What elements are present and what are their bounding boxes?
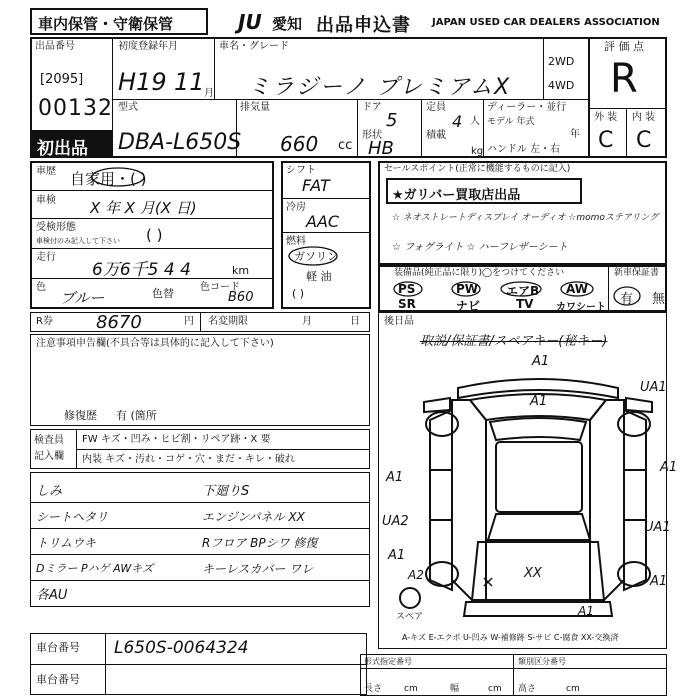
diagram-mark-right-front: UA1 [640, 380, 667, 395]
diagram-mark-roof: A1 [530, 394, 548, 409]
equip-navi: ナビ [456, 299, 481, 313]
damage-legend: A-キズ E-エクボ U-凹み W-補修跡 S-サビ C-腐食 XX-交換済 [402, 633, 619, 642]
exterior-label: 外 装 [594, 112, 618, 123]
equip-pw: PW [456, 282, 479, 296]
mileage-value: 6万6千5 4 4 [92, 260, 191, 280]
engine-number-label: 車台番号 [36, 673, 80, 686]
equip-airbag: エアB [506, 284, 540, 298]
inspection-value: X 年 X 月(X 日) [90, 199, 197, 217]
form-title: 出品申込書 [316, 15, 411, 36]
category-label: 類別区分番号 [518, 657, 566, 666]
model-label: 型式 [118, 102, 138, 113]
after-items-label: 後日品 [384, 316, 414, 327]
equipment-label: 装備品(純正品に限り)◯をつけてください [394, 268, 565, 278]
inspector-note-right-1: エンジンパネル XX [202, 510, 305, 524]
lot-number: 00132 [38, 96, 113, 121]
equip-aw: AW [566, 282, 588, 296]
capacity-value: 4 [452, 112, 463, 131]
drive-2wd: 2WD [548, 55, 575, 68]
mileage-label: 走行 [36, 252, 56, 263]
capacity-label: 定員 [426, 102, 446, 113]
after-items-value: 取説/保証書/スペアキー(秘キー) [420, 334, 608, 349]
load-unit: kg [471, 146, 484, 157]
diagram-mark-right-rear: A1 [650, 574, 668, 589]
notes-label: 注意事項申告欄(不具合等は具体的に記入して下さい) [36, 338, 274, 349]
diagram-mark-right-mid: A1 [660, 460, 678, 475]
brand-logo: JU [238, 10, 262, 34]
car-name-label: 車名・グレード [219, 41, 289, 52]
load-label: 積載 [426, 130, 446, 141]
inspector-note-right-0: 下廻りS [202, 484, 250, 499]
warranty-no: 無 [652, 292, 666, 307]
length-unit: cm [404, 684, 418, 694]
name-change-label: 名変期限 [208, 316, 248, 327]
fuel-label: 燃料 [286, 236, 306, 247]
inspector-label: 検査員 [34, 435, 64, 446]
brand-area: 愛知 [272, 15, 303, 33]
gulliver-banner: ★ガリバー買取店出品 [386, 178, 582, 204]
inspector-note-right-3: キーレスカバー ワレ [202, 562, 314, 576]
shape-label: 形状 [362, 130, 382, 141]
warranty-yes: 有 [620, 292, 634, 307]
equip-ps: PS [398, 282, 416, 296]
chassis-label: 車台番号 [36, 641, 80, 654]
recycle-unit: 円 [184, 316, 194, 327]
acceptance-note: 車検付のみ記入して下さい [36, 237, 120, 245]
height-unit: cm [566, 684, 580, 694]
diagram-mark-bottom: A1 [578, 604, 594, 618]
diagram-mark-right-lower: UA1 [644, 520, 671, 535]
diagram-mark-left-lower: A1 [388, 548, 406, 563]
registration-label: 初度登録年月 [118, 41, 178, 52]
fuel-gasoline: ガソリン [294, 250, 338, 263]
usage-value: 自家用・( ) [70, 170, 147, 188]
registration-year: H19 [118, 68, 167, 96]
shift-value: FAT [302, 176, 330, 195]
displacement-label: 排気量 [240, 102, 270, 113]
first-listing-badge: 初出品 [30, 130, 112, 158]
model-year-label: モデル 年式 [487, 117, 535, 127]
model-value: DBA-L650S [118, 130, 242, 155]
diagram-mark-left-mid: UA2 [382, 514, 409, 529]
color-label: 色 [36, 282, 46, 293]
repair-history-value: 有 (箇所 [116, 409, 157, 422]
model-year-unit: 年 [570, 129, 580, 140]
lot-label: 出品番号 [35, 41, 75, 52]
inspector-note-left-4: 各AU [36, 588, 68, 603]
capacity-unit: 人 [470, 116, 480, 127]
name-change-day: 日 [350, 316, 360, 327]
name-change-month: 月 [302, 316, 312, 327]
diagram-mark-rear: XX [524, 566, 542, 581]
interior-value: C [636, 128, 652, 153]
warranty-label: 新車保証書 [614, 268, 660, 278]
equip-tv: TV [516, 297, 534, 311]
mileage-unit: km [232, 264, 250, 277]
shape-value: HB [368, 138, 394, 159]
width-label: 幅 [450, 684, 460, 694]
shift-label: シフト [286, 165, 316, 176]
lot-sub-number: [2095] [40, 72, 84, 87]
acceptance-label: 受検形態 [36, 222, 76, 233]
diagram-mark-left-front: A1 [386, 470, 404, 485]
equip-leather-seat: カワシート [556, 302, 606, 313]
fuel-other: ( ) [292, 287, 305, 300]
exterior-value: C [598, 128, 614, 153]
displacement-unit: cc [338, 138, 353, 153]
inspector-interior-row: 内装 キズ・汚れ・コゲ・穴・まだ・キレ・破れ [82, 454, 295, 465]
type-designation-label: 形式指定番号 [364, 657, 412, 666]
color-code-value: B60 [228, 290, 254, 305]
usage-label: 車歴 [36, 166, 56, 177]
selling-point-line1: ☆ ネオストレートディスプレイ オーディオ ☆momoステアリング [392, 213, 659, 223]
storage-tag: 車内保管・守衛保管 [38, 15, 174, 33]
recycle-label: R券 [36, 316, 53, 327]
doors-value: 5 [386, 110, 398, 131]
diagram-mark-left-rear: A2 [408, 568, 424, 582]
inspector-note-left-0: しみ [36, 484, 63, 499]
interior-label: 内 装 [632, 112, 656, 123]
doors-label: ドア [362, 102, 382, 113]
inspector-entry-label: 記入欄 [34, 451, 64, 462]
association-name: JAPAN USED CAR DEALERS ASSOCIATION [432, 17, 660, 28]
chassis-value: L650S-0064324 [114, 638, 249, 658]
length-label: 長さ [364, 684, 383, 694]
grade-label: 評 価 点 [604, 40, 644, 53]
registration-month: 11 [174, 68, 205, 96]
selling-points-label: セールスポイント(正常に機能するものに記入) [384, 164, 571, 174]
cooling-label: 冷房 [286, 202, 306, 213]
color-code-label: 色コード [200, 282, 240, 293]
inspector-note-left-2: トリムウキ [36, 536, 97, 550]
equip-sr: SR [398, 297, 416, 311]
inspection-label: 車検 [36, 195, 56, 206]
dealer-label: ディーラー・並行 [487, 102, 567, 113]
car-name-value: ミラジーノ プレミアムX [248, 75, 512, 100]
recycle-value: 8670 [96, 312, 142, 333]
color-value: ブルー [60, 289, 105, 307]
acceptance-value: ( ) [146, 226, 163, 244]
inspector-fw-row: FW キズ・凹み・ヒビ割・リペア跡・X 要 [82, 434, 271, 445]
height-label: 高さ [518, 684, 537, 694]
width-unit: cm [488, 684, 502, 694]
inspector-note-left-3: Dミラー Pハゲ AWキズ [36, 562, 154, 575]
spare-label: スペア [396, 612, 424, 622]
handle-label: ハンドル 左・右 [487, 144, 561, 155]
inspector-note-right-2: Rフロア BPシワ 修復 [202, 536, 318, 550]
drive-4wd: 4WD [548, 79, 575, 92]
registration-month-unit: 月 [204, 88, 214, 99]
cooling-value: AAC [306, 212, 340, 231]
repair-history-label: 修復歴 [64, 409, 97, 422]
diagram-mark-front: A1 [532, 354, 550, 369]
grade-value: R [610, 56, 638, 102]
displacement-value: 660 [280, 132, 319, 156]
selling-point-line2: ☆ フォグライト ☆ ハーフレザーシート [392, 242, 568, 253]
fuel-diesel: 軽 油 [306, 270, 332, 283]
inspector-note-left-1: シートヘタリ [36, 510, 109, 524]
repaint-label: 色替 [152, 287, 174, 300]
